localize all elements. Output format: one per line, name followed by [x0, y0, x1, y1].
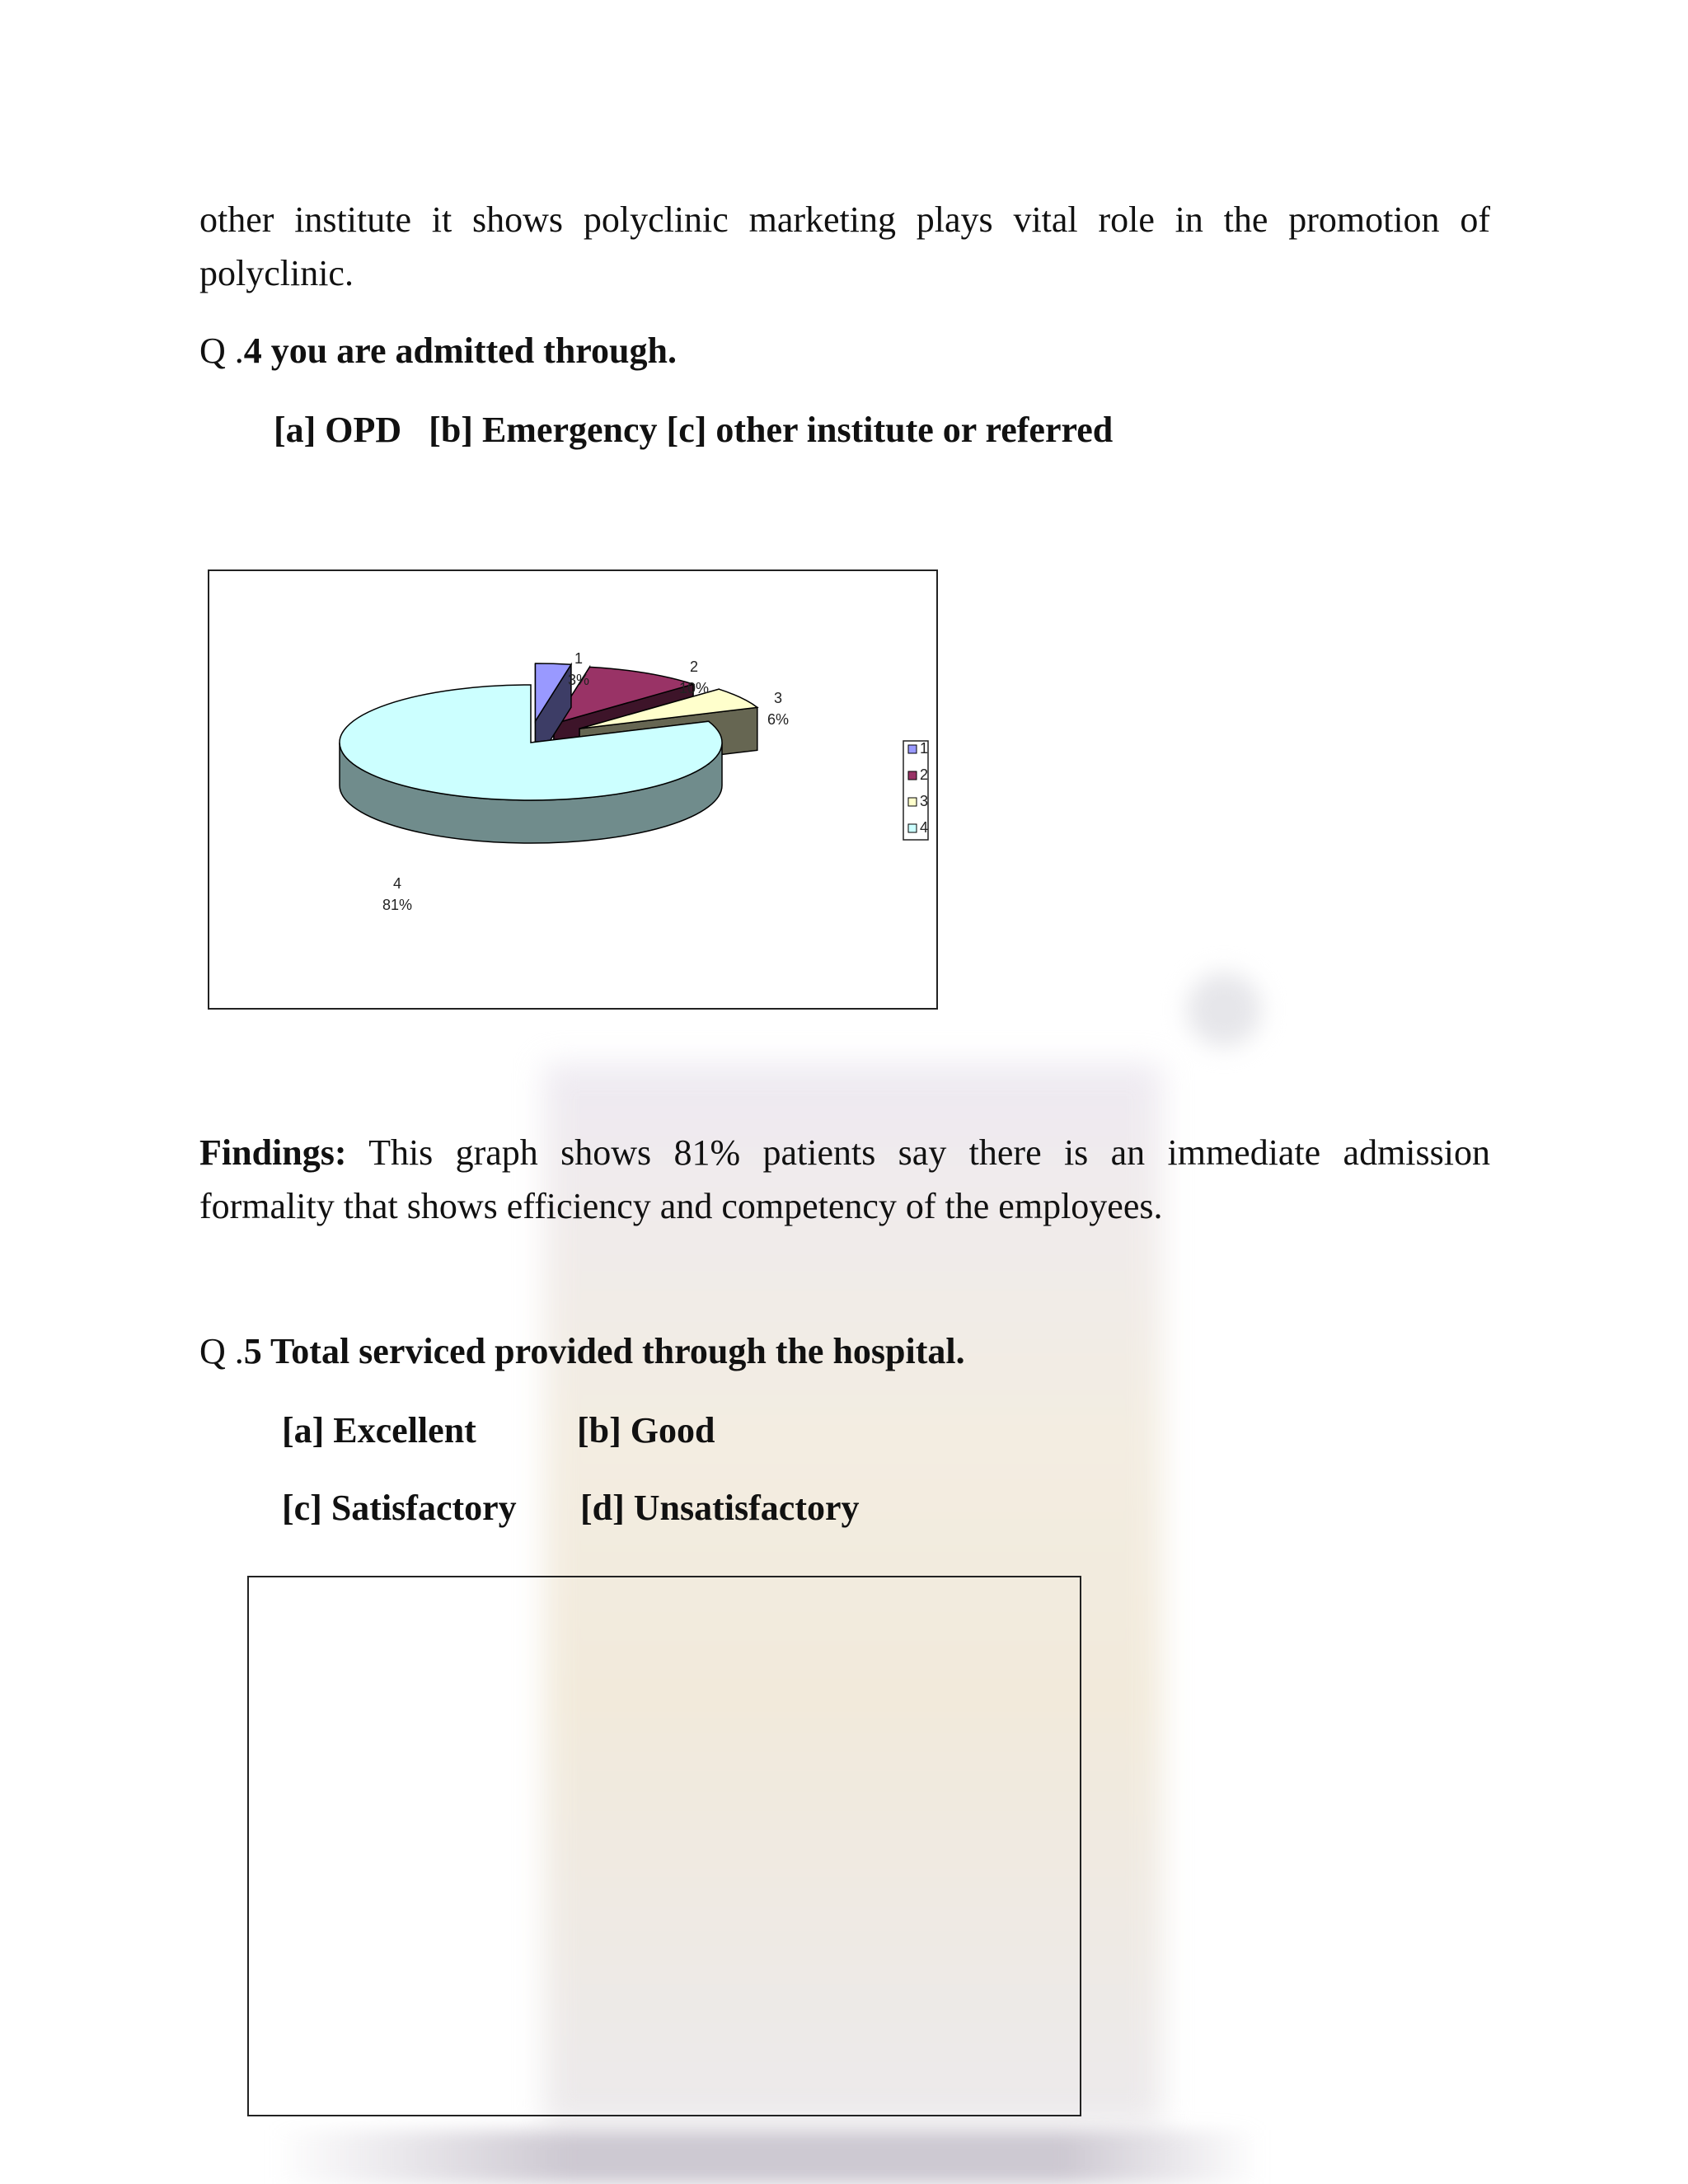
blurred-bottom-band: [272, 2130, 1261, 2184]
pie-chart: [209, 571, 936, 1008]
legend-swatch-4: [908, 824, 917, 832]
legend-swatch-3: [908, 798, 917, 806]
pie-chart-frame: [208, 569, 938, 1010]
legend-label-3: 3: [920, 793, 929, 809]
question-4-prefix: Q .: [199, 330, 244, 371]
question-5-title: 5 Total serviced provided through the hospital.: [243, 1331, 965, 1371]
findings-line-1-text: This graph shows 81% patients say there is an immediate admission: [368, 1132, 1490, 1173]
question-5-option-d: [d] Unsatisfactory: [580, 1488, 860, 1528]
legend-label-1: 1: [920, 740, 929, 757]
pie-label-category-1: 1: [574, 650, 584, 667]
empty-chart-frame: [247, 1576, 1081, 2116]
legend-swatch-2: [908, 771, 917, 780]
legend-label-2: 2: [920, 766, 929, 783]
question-5-prefix: Q .: [199, 1331, 244, 1371]
pie-label-percent-3: 6%: [767, 711, 790, 728]
question-4-options: [a] OPD [b] Emergency [c] other institute or referred: [274, 410, 1114, 450]
question-4-title: 4 you are admitted through.: [243, 330, 677, 371]
question-4-heading: [199, 326, 677, 376]
findings-label: Findings:: [199, 1132, 347, 1173]
legend-swatch-1: [908, 745, 917, 753]
legend-label-4: 4: [920, 819, 929, 836]
pie-label-percent-4: 81%: [382, 897, 413, 913]
intro-paragraph: [199, 193, 1490, 300]
pie-label-percent-2: 10%: [678, 680, 710, 696]
chart-legend: [903, 740, 928, 840]
intro-line-1: other institute it shows polyclinic marketing plays vital role in the promotion of: [199, 199, 1490, 240]
findings-paragraph: [199, 1126, 1490, 1233]
intro-line-2: polyclinic.: [199, 253, 354, 293]
pie-label-category-3: 3: [773, 690, 783, 706]
blurred-background-spot: [1187, 972, 1261, 1047]
pie-label-category-2: 2: [689, 658, 699, 675]
findings-line-1: [199, 1126, 1490, 1179]
pie-label-percent-1: 3%: [567, 672, 590, 688]
question-5-heading: [199, 1327, 965, 1376]
findings-line-2: formality that shows efficiency and competency of the employees.: [199, 1186, 1163, 1226]
pie-label-category-4: 4: [392, 875, 402, 892]
question-5-option-c: [c] Satisfactory: [282, 1488, 517, 1528]
question-5-option-a: [a] Excellent: [282, 1410, 476, 1451]
question-5-option-b: [b] Good: [577, 1410, 715, 1451]
